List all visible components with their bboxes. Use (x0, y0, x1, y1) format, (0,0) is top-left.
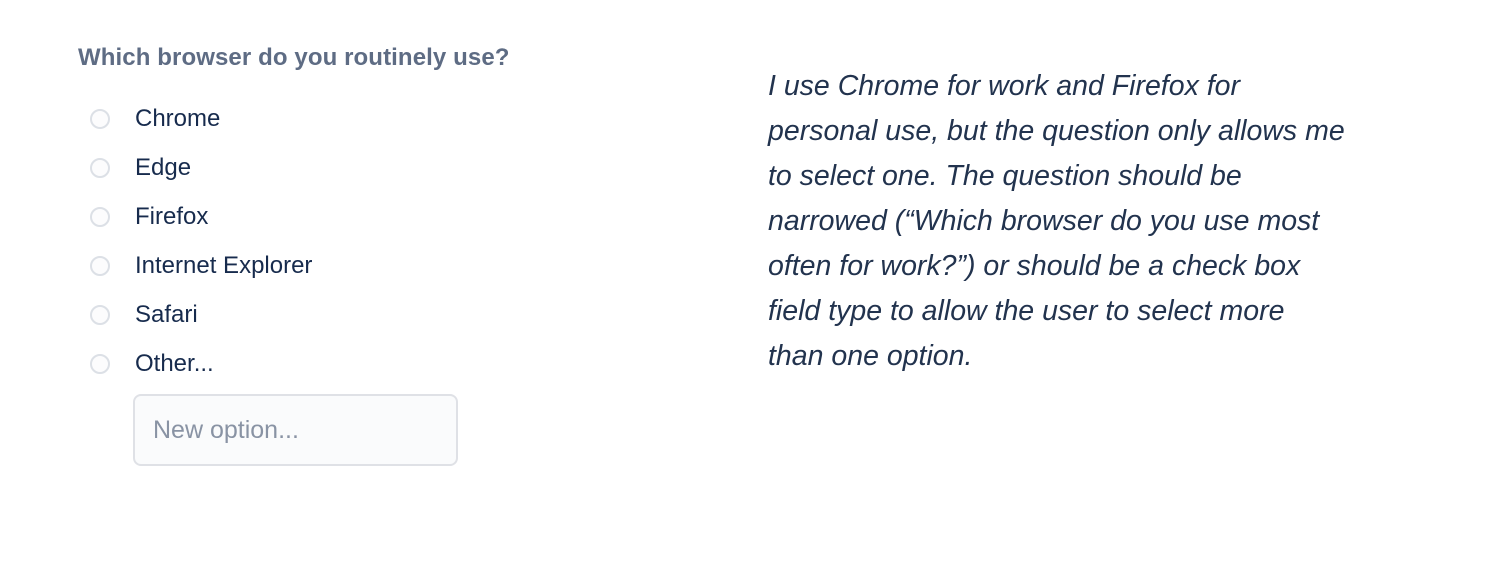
radio-option-other[interactable] (78, 339, 638, 388)
option-label: Safari (135, 300, 198, 328)
comment-line: field type to allow the user to select more (768, 295, 1285, 327)
radio-option-firefox[interactable] (78, 192, 638, 241)
radio-icon[interactable] (90, 109, 110, 129)
comment-line: than one option. (768, 340, 973, 372)
comment-line: often for work?”) or should be a check box (768, 250, 1301, 282)
option-label: Firefox (135, 202, 209, 230)
option-label: Edge (135, 153, 192, 181)
radio-option-internet-explorer[interactable] (78, 241, 638, 290)
comment-line: to select one. The question should be (768, 160, 1242, 192)
radio-icon[interactable] (90, 207, 110, 227)
radio-options-list (78, 94, 638, 388)
radio-icon[interactable] (90, 305, 110, 325)
option-label: Other... (135, 349, 214, 377)
comment-line: personal use, but the question only allows me (768, 115, 1345, 147)
feedback-comment (768, 64, 1440, 379)
comment-line: narrowed (“Which browser do you use most (768, 205, 1320, 237)
radio-icon[interactable] (90, 158, 110, 178)
radio-option-safari[interactable] (78, 290, 638, 339)
radio-option-edge[interactable] (78, 143, 638, 192)
option-label: Internet Explorer (135, 251, 313, 279)
question-title: Which browser do you routinely use? (78, 44, 510, 71)
comment-line: I use Chrome for work and Firefox for (768, 70, 1241, 102)
new-option-input[interactable] (133, 394, 458, 466)
radio-icon[interactable] (90, 256, 110, 276)
new-option-field-wrap (133, 394, 638, 466)
radio-icon[interactable] (90, 354, 110, 374)
browser-question-block (78, 44, 638, 466)
option-label: Chrome (135, 104, 221, 132)
radio-option-chrome[interactable] (78, 94, 638, 143)
